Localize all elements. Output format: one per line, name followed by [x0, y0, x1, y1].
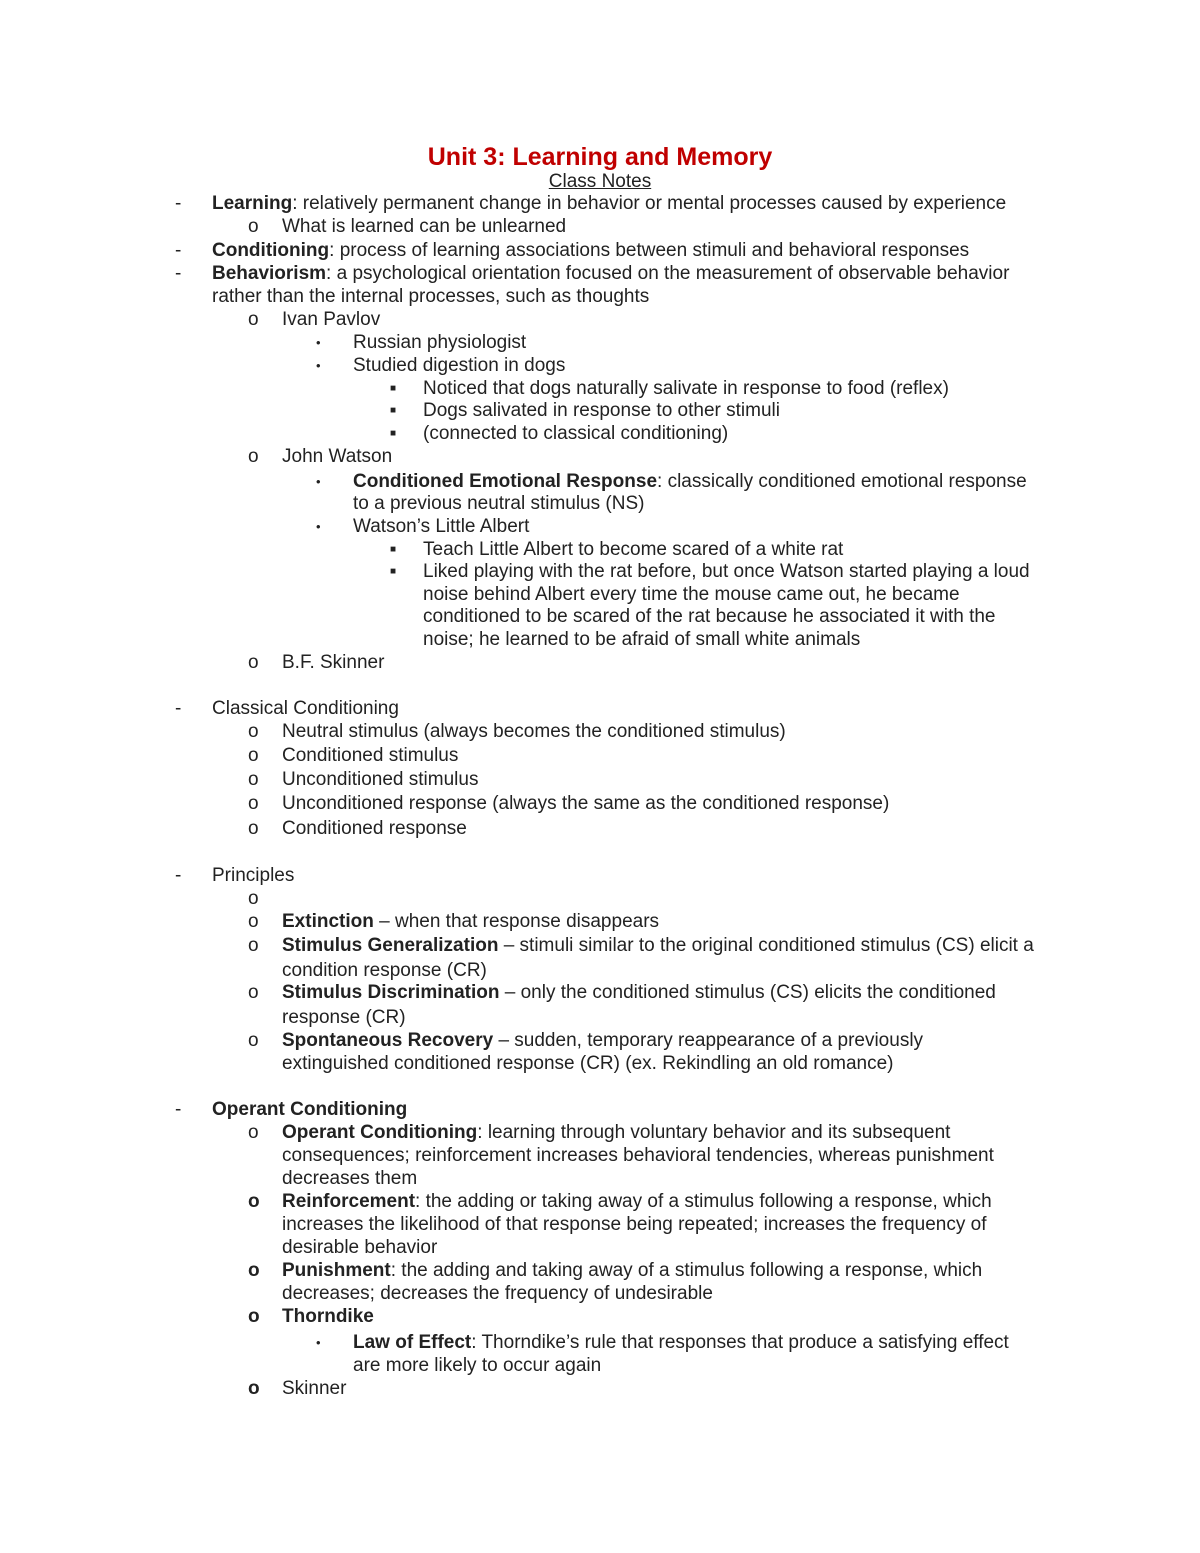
term: Law of Effect: [353, 1332, 472, 1353]
term: Reinforcement: [282, 1191, 416, 1212]
list-marker: o: [248, 818, 259, 839]
list-marker: •: [316, 1335, 321, 1350]
term: Punishment: [282, 1260, 391, 1281]
list-marker: •: [316, 358, 321, 373]
term: Spontaneous Recovery: [282, 1030, 494, 1051]
term: Stimulus Generalization: [282, 935, 499, 956]
note-line: Noticed that dogs naturally salivate in response to food (reflex): [423, 378, 949, 399]
list-marker: o: [248, 982, 259, 1003]
list-marker: o: [248, 935, 259, 956]
list-marker: o: [248, 1306, 260, 1327]
list-marker: o: [248, 1030, 259, 1051]
note-line: noise behind Albert every time the mouse came out, he became: [423, 584, 960, 605]
term: Conditioned Emotional Response: [353, 471, 658, 492]
note-line: B.F. Skinner: [282, 652, 385, 673]
term: Extinction: [282, 911, 374, 932]
note-line: Learning: relatively permanent change in behavior or mental processes caused by experience: [212, 193, 1007, 214]
note-line: Skinner: [282, 1378, 347, 1399]
note-line: decreases; decreases the frequency of undesirable: [282, 1283, 713, 1304]
list-marker: •: [316, 474, 321, 489]
list-marker: o: [248, 769, 259, 790]
note-line: extinguished conditioned response (CR) (ex. Rekindling an old romance): [282, 1053, 894, 1074]
list-marker: ■: [390, 383, 397, 394]
list-marker: o: [248, 888, 259, 909]
list-marker: o: [248, 1260, 260, 1281]
list-marker: -: [175, 698, 182, 719]
term: Conditioning: [212, 240, 330, 261]
note-line: are more likely to occur again: [353, 1355, 602, 1376]
note-line: Extinction – when that response disappears: [282, 911, 660, 932]
page-subtitle: Class Notes: [548, 171, 652, 192]
note-line: Conditioned Emotional Response: classically conditioned emotional response: [353, 471, 1027, 492]
list-marker: o: [248, 745, 259, 766]
term: Thorndike: [282, 1306, 374, 1327]
note-line: (connected to classical conditioning): [423, 423, 729, 444]
note-line: Spontaneous Recovery – sudden, temporary reappearance of a previously: [282, 1030, 924, 1051]
list-marker: o: [248, 309, 259, 330]
note-line: increases the likelihood of that response being repeated; increases the frequency of: [282, 1214, 987, 1235]
list-marker: ■: [390, 405, 397, 416]
note-line: Watson’s Little Albert: [353, 516, 530, 537]
list-marker: •: [316, 519, 321, 534]
section-heading: Classical Conditioning: [212, 698, 399, 719]
term: Behaviorism: [212, 263, 327, 284]
list-marker: -: [175, 193, 182, 214]
note-line: response (CR): [282, 1007, 406, 1028]
note-line: Conditioned stimulus: [282, 745, 459, 766]
list-marker: o: [248, 1122, 259, 1143]
note-line: Punishment: the adding and taking away of a stimulus following a response, which: [282, 1260, 983, 1281]
list-marker: ■: [390, 544, 397, 555]
list-marker: -: [175, 865, 182, 886]
note-line: Reinforcement: the adding or taking away of a stimulus following a response, which: [282, 1191, 992, 1212]
section-heading: [212, 1099, 407, 1121]
note-line: consequences; reinforcement increases behavioral tendencies, whereas punishment: [282, 1145, 994, 1166]
note-line: decreases them: [282, 1168, 418, 1189]
note-line: Liked playing with the rat before, but once Watson started playing a loud: [423, 561, 1030, 582]
note-line: Studied digestion in dogs: [353, 355, 566, 376]
note-line: John Watson: [282, 446, 393, 467]
note-line: Russian physiologist: [353, 332, 527, 353]
list-marker: o: [248, 652, 259, 673]
list-marker: o: [248, 1191, 260, 1212]
list-marker: ■: [390, 428, 397, 439]
term: Operant Conditioning: [212, 1099, 408, 1120]
note-line: Conditioning: process of learning associations between stimuli and behavioral responses: [212, 240, 970, 261]
list-marker: o: [248, 216, 259, 237]
note-line: Conditioned response: [282, 818, 467, 839]
note-line: What is learned can be unlearned: [282, 216, 567, 237]
term: Operant Conditioning: [282, 1122, 478, 1143]
note-line: Behaviorism: a psychological orientation focused on the measurement of observable behavior: [212, 263, 1010, 284]
list-marker: ■: [390, 566, 397, 577]
note-line: desirable behavior: [282, 1237, 438, 1258]
note-line: to a previous neutral stimulus (NS): [353, 493, 645, 514]
list-marker: -: [175, 240, 182, 261]
note-line: Law of Effect: Thorndike’s rule that responses that produce a satisfying effect: [353, 1332, 1009, 1353]
list-marker: -: [175, 263, 182, 284]
note-line: conditioned to be scared of the rat because he associated it with the: [423, 606, 996, 627]
page-title: Unit 3: Learning and Memory: [427, 143, 773, 171]
list-marker: o: [248, 1378, 260, 1399]
term: Learning: [212, 193, 293, 214]
list-marker: •: [316, 335, 321, 350]
list-marker: o: [248, 793, 259, 814]
list-marker: -: [175, 1099, 182, 1120]
note-line: condition response (CR): [282, 960, 487, 981]
term: Stimulus Discrimination: [282, 982, 500, 1003]
list-marker: o: [248, 911, 259, 932]
note-line: Unconditioned response (always the same as the conditioned response): [282, 793, 890, 814]
list-marker: o: [248, 721, 259, 742]
list-marker: o: [248, 446, 259, 467]
note-line: Ivan Pavlov: [282, 309, 381, 330]
note-line: rather than the internal processes, such as thoughts: [212, 286, 650, 307]
note-line: Dogs salivated in response to other stimuli: [423, 400, 780, 421]
note-line: Teach Little Albert to become scared of a white rat: [423, 539, 844, 560]
note-line: Unconditioned stimulus: [282, 769, 479, 790]
note-line: noise; he learned to be afraid of small white animals: [423, 629, 861, 650]
note-line: Stimulus Discrimination – only the conditioned stimulus (CS) elicits the conditioned: [282, 982, 996, 1003]
note-line: Stimulus Generalization – stimuli similar to the original conditioned stimulus (CS) elicit a: [282, 935, 1034, 956]
section-heading: Principles: [212, 865, 295, 886]
note-line: [282, 1306, 374, 1328]
note-line: Operant Conditioning: learning through voluntary behavior and its subsequent: [282, 1122, 951, 1143]
note-line: Neutral stimulus (always becomes the conditioned stimulus): [282, 721, 786, 742]
